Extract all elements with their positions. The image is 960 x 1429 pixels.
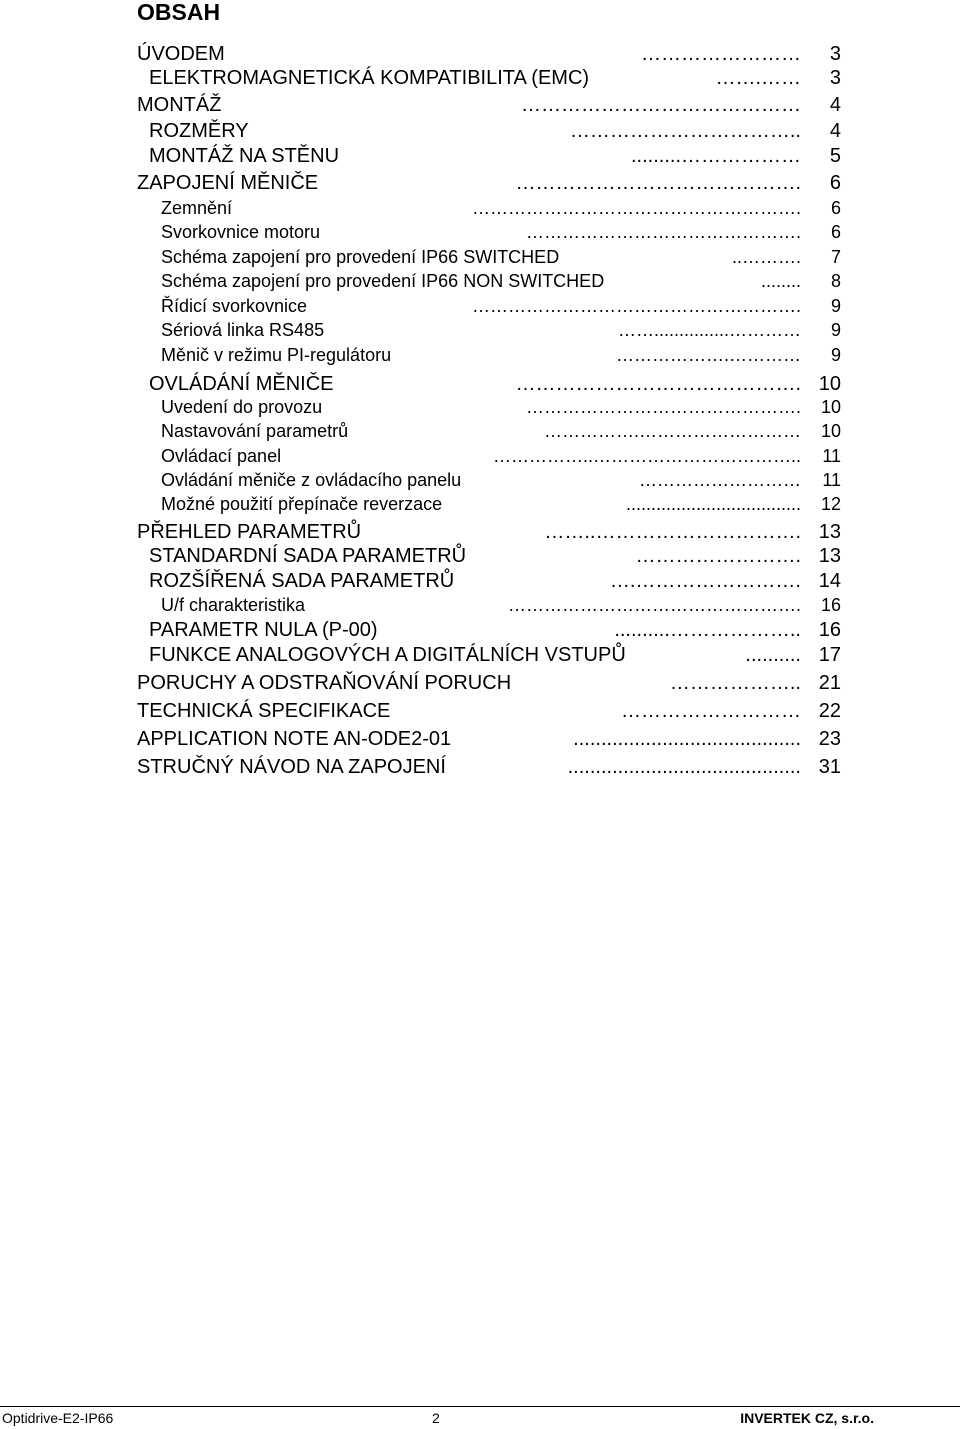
toc-entry-leader: ………………………………………………. bbox=[471, 296, 801, 316]
toc-entry[interactable] bbox=[0, 67, 960, 95]
toc-entry-label: ZAPOJENÍ MĚNIČE bbox=[137, 172, 319, 194]
toc-entry-leader: …………………………….. bbox=[569, 120, 801, 142]
toc-entry-page: 11 bbox=[822, 470, 841, 490]
toc-entry-leader: ..………. bbox=[731, 247, 801, 267]
toc-entry-page: 11 bbox=[822, 446, 841, 466]
toc-entry-page: 13 bbox=[818, 521, 841, 543]
toc-entry-leader: ……………….. bbox=[669, 672, 801, 694]
toc-entry-leader: ………………………………………………. bbox=[471, 198, 801, 218]
toc-entry-leader: ………………………………………. bbox=[525, 397, 801, 417]
toc-entry-leader: ........ bbox=[760, 271, 801, 291]
toc-entry-page: 16 bbox=[818, 619, 841, 641]
toc-entry-page: 9 bbox=[830, 296, 841, 316]
toc-entry-label: Zemnění bbox=[161, 198, 233, 218]
toc-entry-label: Řídicí svorkovnice bbox=[161, 296, 308, 316]
toc-entry-label: Nastavování parametrů bbox=[161, 421, 349, 441]
toc-entry-leader: ……………………. bbox=[635, 545, 801, 567]
toc-entry-label: Sériová linka RS485 bbox=[161, 320, 325, 340]
toc-entry-page: 9 bbox=[830, 345, 841, 365]
toc-entry[interactable] bbox=[0, 172, 960, 200]
toc-entry[interactable] bbox=[0, 271, 960, 299]
toc-entry-page: 4 bbox=[829, 120, 841, 142]
toc-entry-label: PŘEHLED PARAMETRŮ bbox=[137, 521, 362, 543]
toc-entry-label: APPLICATION NOTE AN-ODE2-01 bbox=[137, 728, 452, 750]
toc-entry-leader: ……………………………………. bbox=[515, 172, 801, 194]
toc-entry[interactable] bbox=[0, 494, 960, 522]
footer-page-number: 2 bbox=[432, 1410, 440, 1426]
toc-entry-leader: ......................................... bbox=[573, 728, 801, 750]
toc-entry-page: 10 bbox=[820, 397, 841, 417]
toc-entry-leader: …………………………………………. bbox=[507, 595, 801, 615]
toc-entry-leader: ................................... bbox=[625, 494, 801, 514]
toc-entry-label: ÚVODEM bbox=[137, 43, 225, 65]
footer-divider bbox=[0, 1406, 960, 1407]
toc-entry-leader: ……………………… bbox=[621, 700, 801, 722]
toc-entry-page: 13 bbox=[818, 545, 841, 567]
toc-entry-page: 14 bbox=[818, 570, 841, 592]
toc-entry-label: Svorkovnice motoru bbox=[161, 222, 321, 242]
toc-entry-page: 3 bbox=[829, 43, 841, 65]
toc-entry-leader: ..........……………….. bbox=[614, 619, 801, 641]
toc-entry-label: STRUČNÝ NÁVOD NA ZAPOJENÍ bbox=[137, 756, 446, 778]
toc-entry-page: 31 bbox=[818, 756, 841, 778]
toc-entry-leader: ……………….………… bbox=[615, 345, 801, 365]
toc-entry-page: 12 bbox=[820, 494, 841, 514]
toc-entry-leader: …………….……………………… bbox=[543, 421, 801, 441]
toc-entry-page: 5 bbox=[829, 145, 841, 167]
toc-entry-label: ROZMĚRY bbox=[149, 120, 249, 142]
toc-entry[interactable] bbox=[0, 345, 960, 373]
toc-entry-page: 6 bbox=[830, 222, 841, 242]
toc-entry-leader: ……………………………………. bbox=[515, 373, 801, 395]
toc-entry-label: MONTÁŽ bbox=[137, 94, 222, 116]
toc-entry-label: OVLÁDÁNÍ MĚNIČE bbox=[149, 373, 334, 395]
toc-entry[interactable] bbox=[0, 545, 960, 573]
toc-entry[interactable] bbox=[0, 672, 960, 700]
toc-entry-page: 4 bbox=[829, 94, 841, 116]
toc-entry[interactable] bbox=[0, 756, 960, 784]
toc-entry-leader: .......................................... bbox=[567, 756, 801, 778]
toc-entry-label: STANDARDNÍ SADA PARAMETRŮ bbox=[149, 545, 467, 567]
toc-entry[interactable] bbox=[0, 570, 960, 598]
toc-entry-leader: .........……………… bbox=[630, 145, 801, 167]
toc-entry-page: 7 bbox=[830, 247, 841, 267]
toc-entry-leader: .......... bbox=[745, 644, 801, 666]
footer-company: INVERTEK CZ, s.r.o. bbox=[740, 1410, 874, 1426]
toc-entry[interactable] bbox=[0, 700, 960, 728]
toc-entry-leader: …….…… bbox=[715, 67, 801, 89]
toc-entry[interactable] bbox=[0, 644, 960, 672]
toc-entry-label: PARAMETR NULA (P-00) bbox=[149, 619, 378, 641]
footer-document-name: Optidrive-E2-IP66 bbox=[2, 1410, 114, 1426]
toc-entry-leader: ……..…………………………. bbox=[544, 521, 801, 543]
toc-entry[interactable] bbox=[0, 222, 960, 250]
toc-entry[interactable] bbox=[0, 619, 960, 647]
toc-entry-page: 6 bbox=[829, 172, 841, 194]
toc-entry-page: 8 bbox=[830, 271, 841, 291]
toc-entry-label: Uvedení do provozu bbox=[161, 397, 323, 417]
toc-entry-page: 6 bbox=[830, 198, 841, 218]
toc-entry-page: 21 bbox=[818, 672, 841, 694]
toc-entry-leader: ……………………… bbox=[639, 470, 801, 490]
toc-entry[interactable] bbox=[0, 120, 960, 148]
toc-entry-label: FUNKCE ANALOGOVÝCH A DIGITÁLNÍCH VSTUPŮ bbox=[149, 644, 626, 666]
toc-entry-leader: ………………………………………. bbox=[525, 222, 801, 242]
toc-entry[interactable] bbox=[0, 145, 960, 173]
toc-entry-label: PORUCHY A ODSTRAŇOVÁNÍ PORUCH bbox=[137, 672, 512, 694]
toc-entry-page: 10 bbox=[820, 421, 841, 441]
toc-entry-label: Schéma zapojení pro provedení IP66 SWITCHED bbox=[161, 247, 560, 267]
toc-entry-page: 16 bbox=[820, 595, 841, 615]
toc-entry[interactable] bbox=[0, 94, 960, 122]
toc-entry-leader: …………………… bbox=[641, 43, 801, 65]
toc-entry-label: TECHNICKÁ SPECIFIKACE bbox=[137, 700, 391, 722]
toc-entry-page: 22 bbox=[818, 700, 841, 722]
toc-entry-label: U/f charakteristika bbox=[161, 595, 306, 615]
toc-entry-leader: ….……………………. bbox=[609, 570, 801, 592]
toc-entry-page: 17 bbox=[818, 644, 841, 666]
toc-entry-label: MONTÁŽ NA STĚNU bbox=[149, 145, 340, 167]
toc-entry-label: Možné použití přepínače reverzace bbox=[161, 494, 443, 514]
toc-entry[interactable] bbox=[0, 728, 960, 756]
toc-entry-label: Ovládací panel bbox=[161, 446, 282, 466]
toc-entry-page: 9 bbox=[830, 320, 841, 340]
toc-entry-leader: …………………………………… bbox=[521, 94, 801, 116]
toc-entry-leader: ……………..…………………………….. bbox=[492, 446, 801, 466]
toc-entry-page: 10 bbox=[818, 373, 841, 395]
toc-entry-label: ELEKTROMAGNETICKÁ KOMPATIBILITA (EMC) bbox=[149, 67, 590, 89]
toc-entry-label: Schéma zapojení pro provedení IP66 NON SWITCHED bbox=[161, 271, 605, 291]
toc-entry-page: 3 bbox=[829, 67, 841, 89]
toc-entry-label: Měnič v režimu PI-regulátoru bbox=[161, 345, 392, 365]
toc-entry[interactable] bbox=[0, 320, 960, 348]
toc-entry[interactable] bbox=[0, 421, 960, 449]
toc-entry-leader: ……...............………… bbox=[617, 320, 801, 340]
toc-title: OBSAH bbox=[137, 0, 221, 25]
toc-entry-label: Ovládání měniče z ovládacího panelu bbox=[161, 470, 462, 490]
toc-entry-page: 23 bbox=[818, 728, 841, 750]
toc-entry-label: ROZŠÍŘENÁ SADA PARAMETRŮ bbox=[149, 570, 455, 592]
